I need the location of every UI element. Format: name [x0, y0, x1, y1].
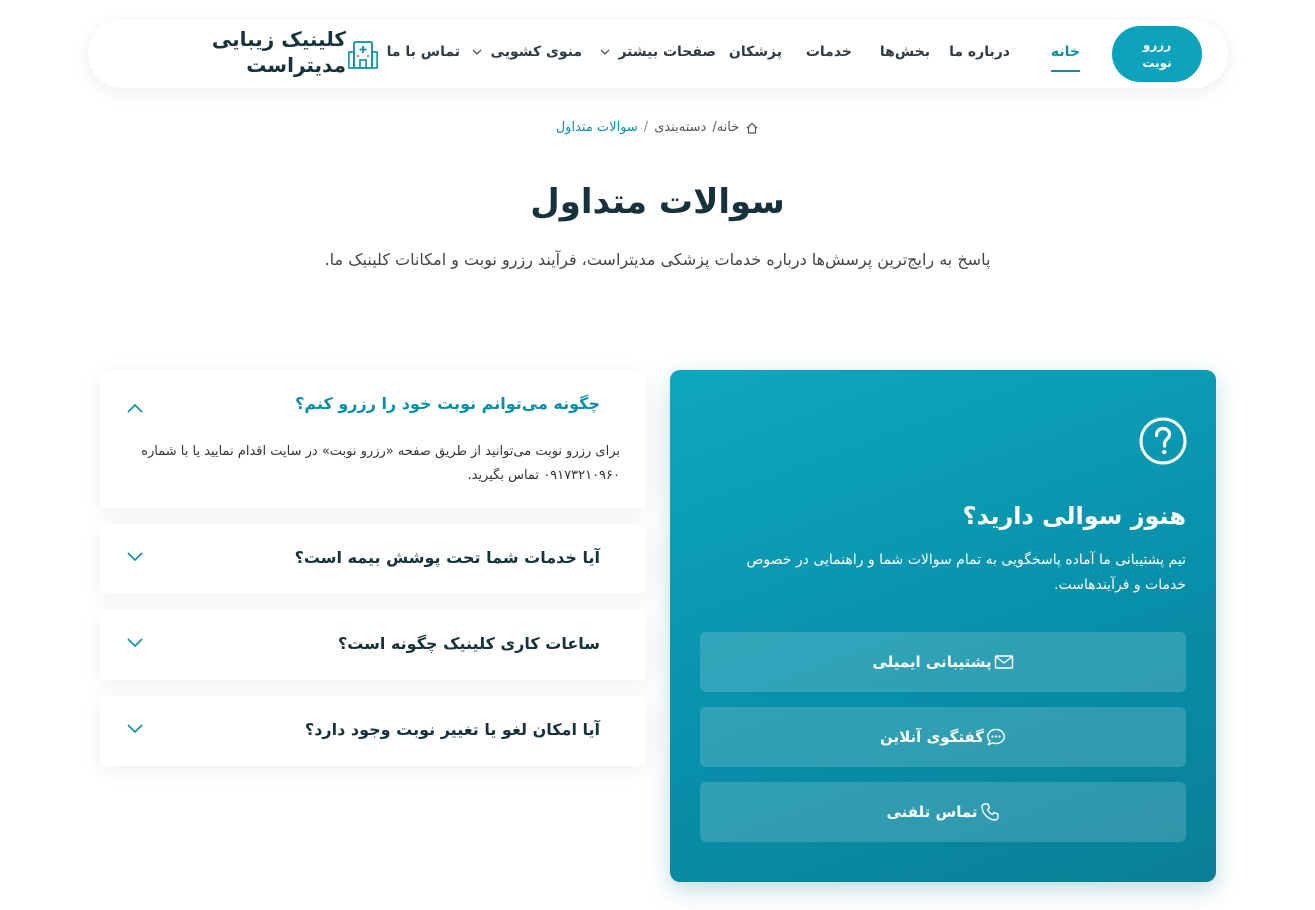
- reserve-appointment-label: رزرو نوبت: [1142, 38, 1172, 70]
- faq-item-open[interactable]: [100, 370, 646, 508]
- support-card: [670, 370, 1216, 882]
- chevron-down-icon[interactable]: [126, 722, 144, 734]
- nav-dropdown-menu[interactable]: [471, 44, 582, 60]
- faq-question: ساعات کاری کلینیک چگونه است؟: [337, 634, 600, 653]
- chevron-down-icon: [471, 46, 483, 58]
- faq-question: آیا خدمات شما تحت پوشش بیمه است؟: [294, 548, 600, 567]
- page-title: سوالات متداول: [530, 182, 785, 222]
- nav-about-label: درباره ما: [949, 44, 1010, 60]
- email-support-label: پشتیبانی ایمیلی: [872, 653, 992, 671]
- faq-item[interactable]: [100, 696, 646, 766]
- nav-services-label: خدمات: [805, 44, 852, 60]
- faq-question: چگونه می‌توانم نوبت خود را رزرو کنم؟: [295, 394, 600, 413]
- nav-doctors[interactable]: [729, 44, 782, 60]
- email-support-button[interactable]: [700, 632, 1186, 692]
- page-subtitle: پاسخ به رایج‌ترین پرسش‌ها درباره خدمات پزشکی مدیتراست، فرآیند رزرو نوبت و امکانات کلینیک ما.: [324, 250, 991, 269]
- faq-item[interactable]: [100, 610, 646, 680]
- hospital-icon: [348, 38, 378, 70]
- chevron-down-icon[interactable]: [126, 550, 144, 562]
- nav-more-pages[interactable]: [599, 44, 716, 60]
- phone-icon: [980, 802, 1000, 822]
- site-header: [88, 20, 1228, 88]
- chat-icon: [986, 727, 1006, 747]
- phone-call-label: تماس تلفنی: [886, 803, 978, 821]
- question-circle-icon: [1138, 416, 1188, 466]
- support-title: هنوز سوالی دارید؟: [962, 502, 1186, 530]
- nav-departments-label: بخش‌ها: [879, 44, 930, 60]
- nav-more-pages-label: صفحات بیشتر: [618, 44, 716, 60]
- breadcrumb: [0, 120, 1315, 135]
- nav-contact[interactable]: [387, 44, 460, 60]
- breadcrumb-category[interactable]: دسته‌بندی: [654, 120, 707, 135]
- breadcrumb-home[interactable]: خانه/: [712, 120, 740, 135]
- nav-dropdown-menu-label: منوی کشویی: [490, 44, 582, 60]
- faq-question: آیا امکان لغو یا تغییر نوبت وجود دارد؟: [304, 720, 600, 739]
- breadcrumb-separator: /: [643, 120, 649, 135]
- brand-logo[interactable]: [208, 26, 378, 82]
- nav-doctors-label: پزشکان: [728, 44, 782, 60]
- nav-home[interactable]: [1051, 44, 1080, 60]
- envelope-icon: [994, 652, 1014, 672]
- nav-departments[interactable]: [880, 44, 930, 60]
- support-description: تیم پشتیبانی ما آماده پاسخگویی به تمام سوالات شما و راهنمایی در خصوص خدمات و فرآیندهاست.: [746, 552, 1186, 593]
- home-icon[interactable]: [745, 121, 759, 135]
- faq-item[interactable]: [100, 524, 646, 594]
- reserve-appointment-button[interactable]: [1112, 26, 1202, 82]
- nav-home-label: خانه: [1050, 44, 1080, 60]
- chevron-up-icon[interactable]: [126, 402, 144, 414]
- breadcrumb-current: سوالات متداول: [555, 120, 638, 135]
- online-chat-label: گفتگوی آنلاین: [879, 728, 985, 746]
- nav-services[interactable]: [806, 44, 852, 60]
- nav-contact-label: تماس با ما: [386, 44, 460, 60]
- online-chat-button[interactable]: [700, 707, 1186, 767]
- nav-about[interactable]: [949, 44, 1010, 60]
- chevron-down-icon: [599, 46, 611, 58]
- faq-answer: برای رزرو نوبت می‌توانید از طریق صفحه «رزرو نوبت» در سایت اقدام نمایید یا با شماره ۰۹۱۷۳۲۱۰۹۶۰ تماس بگیرید.: [141, 444, 620, 483]
- chevron-down-icon[interactable]: [126, 636, 144, 648]
- phone-call-button[interactable]: [700, 782, 1186, 842]
- brand-name: کلینیک زیبایی مدیتراست: [211, 27, 346, 77]
